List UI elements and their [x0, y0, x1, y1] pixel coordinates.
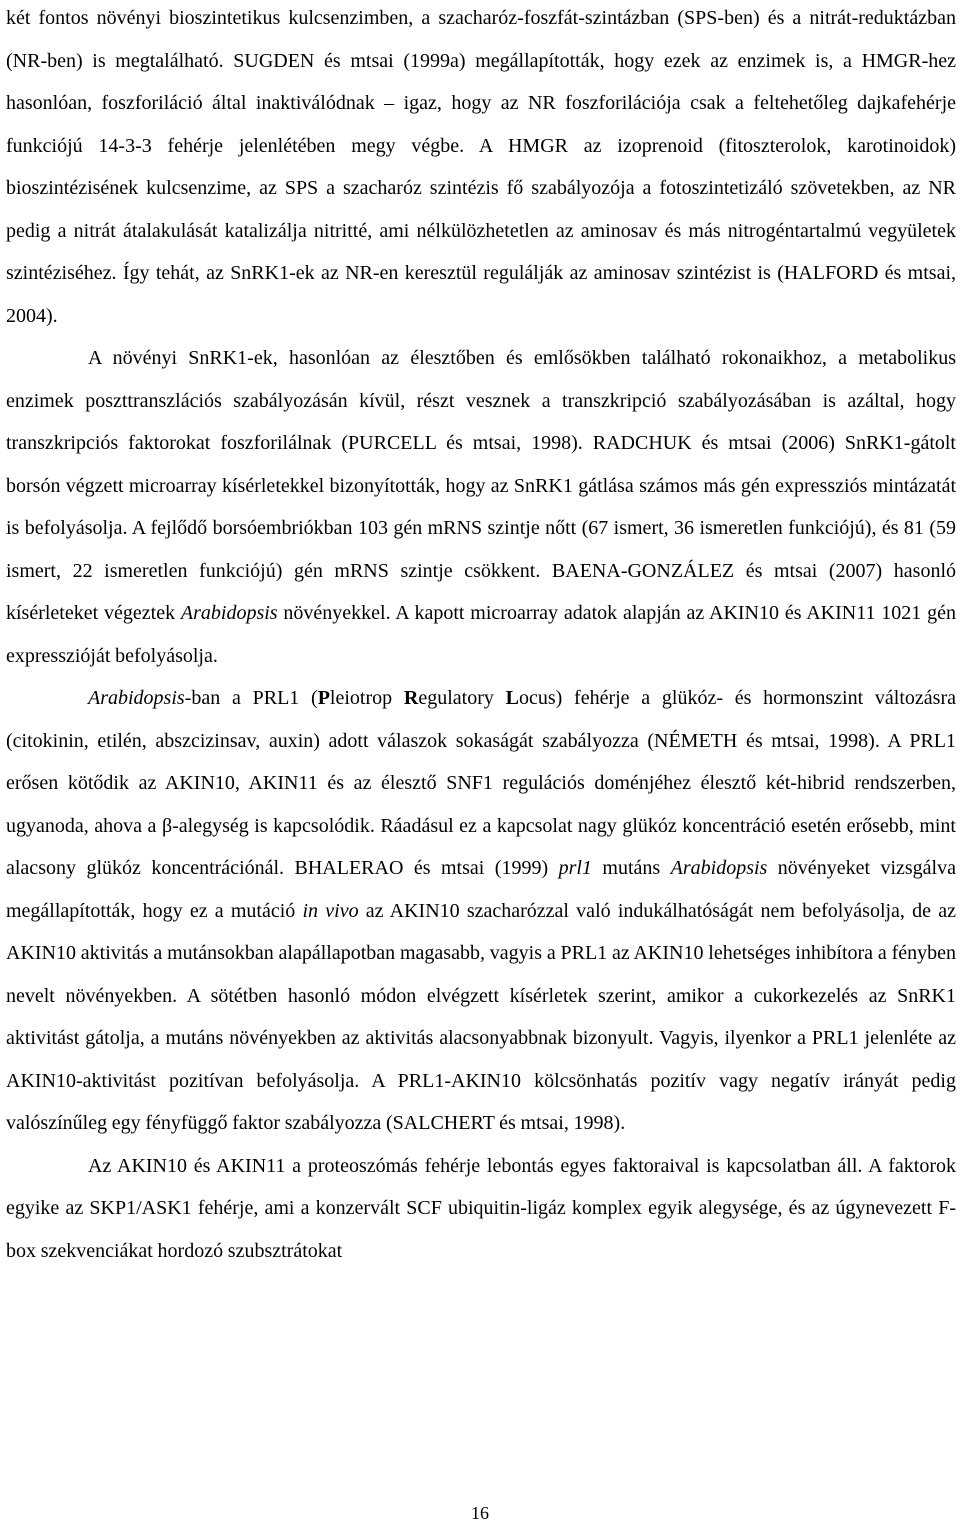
paragraph-2 — [6, 337, 956, 677]
text-run: mutáns — [591, 857, 671, 879]
text-run: két fontos növényi bioszintetikus kulcsenzimben, a szacharóz-foszfát-szintázban (SPS-ben) és a nitrát-reduktázban (NR-ben) is megtalálható. SUGDEN és mtsai (1999a) megállapították, hogy ezek az enzimek is, a HMGR-hez hasonlóan, foszforiláció által inaktiválódnak – igaz, hogy az NR foszforilációja csak a feltehetőleg dajkafehérje funkciójú 14-3-3 fehérje jelenlétében megy végbe. A HMGR az izoprenoid (fitoszterolok, karotinoidok) bioszintézisének kulcsenzime, az SPS a szacharóz szintézis fő szabályozója a fotoszintetizáló szövetekben, az NR pedig a nitrát átalakulását katalizálja nitritté, ami nélkülözhetetlen az aminosav és más nitrogéntartalmú vegyületek szintéziséhez. Így tehát, az SnRK1-ek az NR-en keresztül regulálják az aminosav szintézist is (HALFORD és mtsai, 2004). — [6, 7, 956, 327]
page-number: 16 — [471, 1503, 489, 1523]
text-run: egulatory — [418, 687, 506, 709]
italic-term: in vivo — [302, 899, 359, 922]
text-run: A növényi SnRK1-ek, hasonlóan az élesztőben és emlősökben található rokonaikhoz, a metabolikus enzimek poszttranszlációs szabályozásán kívül, részt vesznek a transzkripció szabályozásában is azáltal, hogy transzkripciós faktorokat foszforilálnak (PURCELL és mtsai, 1998). RADCHUK és mtsai (2006) SnRK1-gátolt borsón végzett microarray kísérletekkel bizonyították, hogy az SnRK1 gátlása számos más gén expressziós mintázatát is befolyásolja. A fejlődő borsóembriókban 103 gén mRNS szintje nőtt (67 ismert, 36 ismeretlen funkciójú), és 81 (59 ismert, 22 ismeretlen funkciójú) gén mRNS szintje csökkent. BAENA-GONZÁLEZ és mtsai (2007) hasonló kísérleteket végeztek — [6, 347, 956, 624]
italic-term: Arabidopsis — [670, 857, 768, 879]
paragraph-3 — [6, 677, 956, 1145]
bold-letter: L — [505, 687, 519, 709]
italic-term: Arabidopsis — [180, 602, 278, 624]
paragraph-1 — [6, 0, 956, 337]
text-run: növényekkel. A kapott microarray adatok alapján az AKIN10 és AKIN11 1021 gén expresszióját befolyásolja. — [6, 602, 956, 667]
text-run: növényeket vizsgálva megállapították, hogy ez a mutáció — [6, 857, 956, 922]
italic-term: prl1 — [558, 857, 592, 879]
paragraph-4 — [6, 1145, 956, 1273]
body-text — [6, 0, 956, 1272]
bold-letter: R — [403, 687, 419, 709]
text-run: az AKIN10 szacharózzal való indukálhatóságát nem befolyásolja, de az AKIN10 aktivitás a mutánsokban alapállapotban magasabb, vagyis a PRL1 az AKIN10 lehetséges inhibítora a fényben nevelt növényekben. A sötétben hasonló módon elvégzett kísérletek szerint, amikor a cukorkezelés az SnRK1 aktivitást gátolja, a mutáns növényekben az aktivitás alacsonyabbnak bizonyult. Vagyis, ilyenkor a PRL1 jelenléte az AKIN10-aktivitást pozitívan befolyásolja. A PRL1-AKIN10 kölcsönhatás pozitív vagy negatív irányát pedig valószínűleg egy fényfüggő faktor szabályozza (SALCHERT és mtsai, 1998). — [6, 899, 956, 1134]
bold-letter: P — [317, 687, 330, 709]
text-run: -ban a PRL1 ( — [184, 687, 318, 709]
text-run: leiotrop — [329, 687, 404, 709]
document-page — [6, 0, 956, 1272]
text-run: Az AKIN10 és AKIN11 a proteoszómás fehérje lebontás egyes faktoraival is kapcsolatban áll. A faktorok egyike az SKP1/ASK1 fehérje, ami a konzervált SCF ubiquitin-ligáz komplex egyik alegysége, és az úgynevezett F-box szekvenciákat hordozó szubsztrátokat — [6, 1154, 956, 1262]
text-run: ocus) fehérje a glükóz- és hormonszint változásra (citokinin, etilén, abszcizinsav, auxin) adott válaszok sokaságát szabályozza (NÉMETH és mtsai, 1998). A PRL1 erősen kötődik az AKIN10, AKIN11 és az élesztő SNF1 regulációs doménjéhez élesztő két-hibrid rendszerben, ugyanoda, ahova a β-alegység is kapcsolódik. Ráadásul ez a kapcsolat nagy glükóz koncentráció esetén erősebb, mint alacsony glükóz koncentrációnál. BHALERAO és mtsai (1999) — [6, 687, 956, 879]
italic-term: Arabidopsis — [88, 687, 185, 709]
